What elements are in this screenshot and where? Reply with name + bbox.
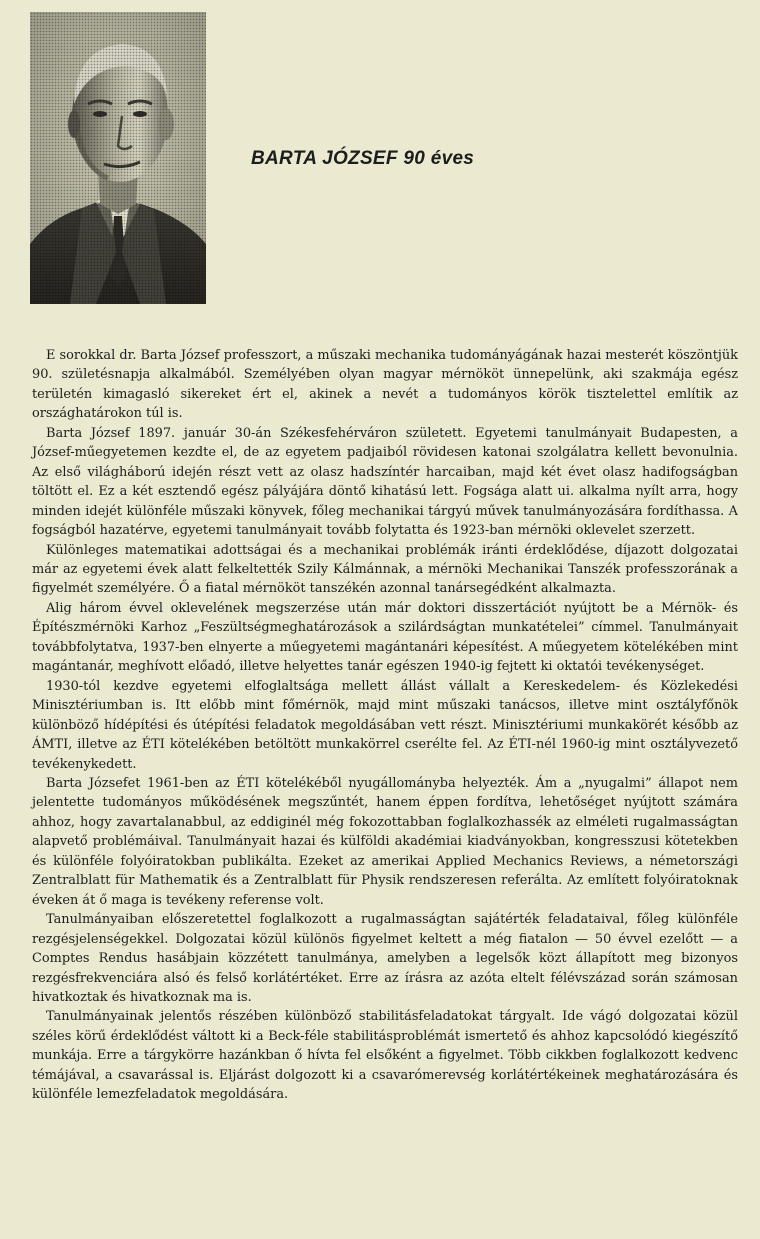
paragraph: Tanulmányaiban előszeretettel foglalkozott a rugalmasságtan sajátérték feladataival, főleg különféle rezgésjelenségekkel. Dolgozatai közül különös figyelmet keltett a még fiatalon — 50 évvel ezelőtt — a Comptes Rendus hasábjain közzétett tanulmánya, amelyben a legelsők közt állapított meg bizonyos rezgésfrekvenciára alsó és felső korlátértéket. Erre az írásra az azóta eltelt félévszázad során számosan hivatkoztak és hivatkoznak ma is. — [32, 912, 738, 1005]
article-body — [32, 346, 738, 1105]
paragraph: Barta Józsefet 1961-ben az ÉTI kötelékéből nyugállományba helyezték. Ám a „nyugalmi” állapot nem jelentette tudományos működésének megszűntét, hanem éppen fordítva, lehetőséget nyújtott számára ahhoz, hogy zavartalanabbul, az eddiginél még fokozottabban foglalkozhassék az elméleti rugalmasságtan alapvető problémáival. Tanulmányait hazai és külföldi akadémiai kiadványokban, kongresszusi kötetekben és különféle folyóiratokban publikálta. Ezeket az amerikai Applied Mechanics Reviews, a németországi Zentralblatt für Mathematik és a Zentralblatt für Physik rendszeresen referálta. Az említett folyóiratoknak éveken át ő maga is tevékeny referense volt. — [32, 775, 738, 908]
paragraph: Tanulmányainak jelentős részében különböző stabilitásfeladatokat tárgyalt. Ide vágó dolgozatai közül széles körű érdeklődést váltott ki a Beck-féle stabilitásproblémát ismertető és ahhoz kapcsolódó kiegészítő munkája. Erre a tárgykörre hazánkban ő hívta fel elsőként a figyelmet. Több cikkben foglalkozott kedvenc témájával, a csavarással is. Eljárást dolgozott ki a csavarómerevség korlátértékeinek meghatározására és különféle lemezfeladatok megoldására. — [32, 1009, 738, 1103]
paragraph: E sorokkal dr. Barta József professzort, a műszaki mechanika tudományágának hazai mesterét köszöntjük 90. születésnapja alkalmából. Személyében olyan magyar mérnököt ünnepelünk, aki szakmája egész területén kimagasló sikereket ért el, akinek a nevét a tudományos körök tisztelettel említik az országhatárokon túl is. — [32, 348, 738, 422]
paragraph: 1930-tól kezdve egyetemi elfoglaltsága mellett állást vállalt a Kereskedelem- és Közlekedési Minisztériumban is. Itt előbb mint főmérnök, majd mint műszaki tanácsos, illetve mint osztályfőnök különböző hídépítési és útépítési feladatok megoldásában vett részt. Minisztériumi munkakörét később az ÁMTI, illetve az ÉTI kötelékében betöltött munkakörrel cserélte fel. Az ÉTI-nél 1960-ig mint osztályvezető tevékenykedett. — [32, 678, 738, 772]
paragraph: Barta József 1897. január 30-án Székesfehérváron született. Egyetemi tanulmányait Budapesten, a József-műegyetemen kezdte el, de az egyetem padjaiból rövidesen katonai szolgálatra kellett bevonulnia. Az első világháború idején részt vett az olasz hadszíntér harcaiban, majd két évet olasz hadifogságban töltött el. Ez a két esztendő egész pályájára döntő kihatású lett. Fogsága alatt ui. alkalma nyílt arra, hogy minden idejét különféle műszaki könyvek, főleg mechanikai tárgyú művek tanulmányozására fordíthassa. A fogságból hazatérve, egyetemi tanulmányait tovább folytatta és 1923-ban mérnöki oklevelet szerzett. — [32, 425, 738, 539]
article-title: BARTA JÓZSEF 90 éves — [251, 148, 475, 169]
paragraph: Alig három évvel oklevelének megszerzése után már doktori disszertációt nyújtott be a Mérnök- és Építészmérnöki Karhoz „Feszültségmeghatározások a szilárdságtan munkatételei” címmel. Tanulmányait továbbfolytatva, 1937-ben elnyerte a műegyetemi magántanári képesítést. A műegyetem kötelékében mint magántanár, meghívott előadó, illetve helyettes tanár egészen 1940-ig fejtett ki oktatói tevékenységet. — [32, 600, 738, 675]
portrait-photo — [30, 12, 206, 304]
paragraph: Különleges matematikai adottságai és a mechanikai problémák iránti érdeklődése, díjazott dolgozatai már az egyetemi évek alatt felkeltették Szily Kálmánnak, a mérnöki Mechanikai Tanszék professzorának a figyelmét személyére. Ő a fiatal mérnököt tanszékén azonnal tanársegédként alkalmazta. — [32, 542, 738, 597]
